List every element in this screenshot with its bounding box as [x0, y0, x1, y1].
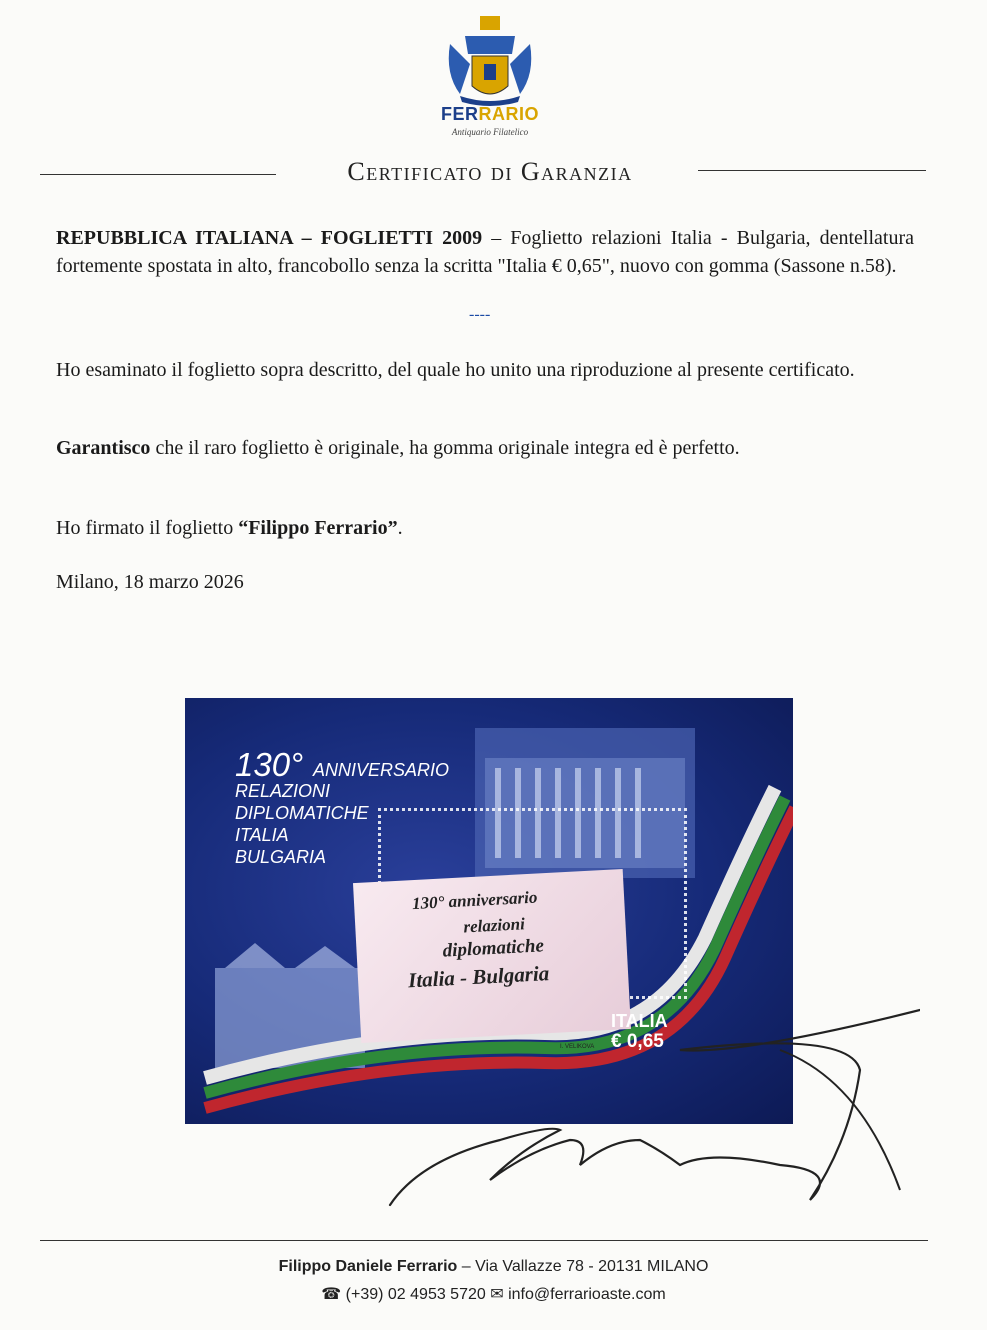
certificate-title: Certificato di Garanzia [347, 157, 633, 186]
title-rule-right [698, 170, 926, 171]
brand-tagline: Antiquario Filatelico [451, 127, 529, 137]
guarantee-statement: Garantisco che il raro foglietto è originale, ha gomma originale integra ed è perfetto. [56, 437, 740, 459]
sheet-anniversary-number: 130° [235, 746, 304, 783]
title-rule-left [40, 174, 276, 175]
brand-name: FERRARIO [441, 104, 539, 124]
section-divider: ---- [469, 306, 491, 323]
phone-number: (+39) 02 4953 5720 [345, 1286, 486, 1303]
stamp-value: € 0,65 [611, 1031, 664, 1052]
sheet-anniversary-word: ANNIVERSARIO [313, 760, 450, 780]
footer-identity: Filippo Daniele Ferrario – Via Vallazze 78 - 20131 MILANO [278, 1258, 709, 1275]
email-address: info@ferrarioaste.com [508, 1286, 666, 1303]
examination-statement: Ho esaminato il foglietto sopra descritto, del quale ho unito una riproduzione al presente certificato. [56, 359, 855, 381]
handwritten-signature [380, 990, 920, 1220]
designer-credit: I. VELIKOVA [560, 1044, 595, 1050]
signature-statement: Ho firmato il foglietto “Filippo Ferrario”. [56, 517, 403, 539]
place-date: Milano, 18 marzo 2026 [56, 571, 244, 593]
lot-heading: REPUBBLICA ITALIANA – FOGLIETTI 2009 [56, 227, 483, 249]
stamp-country: ITALIA [611, 1011, 668, 1031]
phone-icon: ☎ [321, 1286, 342, 1303]
mail-icon: ✉ [490, 1286, 504, 1303]
sheet-caption: RELAZIONI DIPLOMATICHE ITALIA BULGARIA [235, 781, 369, 867]
lot-description: REPUBBLICA ITALIANA – FOGLIETTI 2009 – Foglietto relazioni Italia - Bulgaria, dentellatura fortemente spostata in alto, francobollo senza la scritta "Italia € 0,65", nuovo con gomma (Sassone n.58). [56, 227, 914, 277]
footer-contact [0, 1284, 987, 1304]
letter-card: 130° anniversario relazioni diplomatiche Italia - Bulgaria [353, 869, 631, 1043]
footer-rule [40, 1240, 928, 1241]
